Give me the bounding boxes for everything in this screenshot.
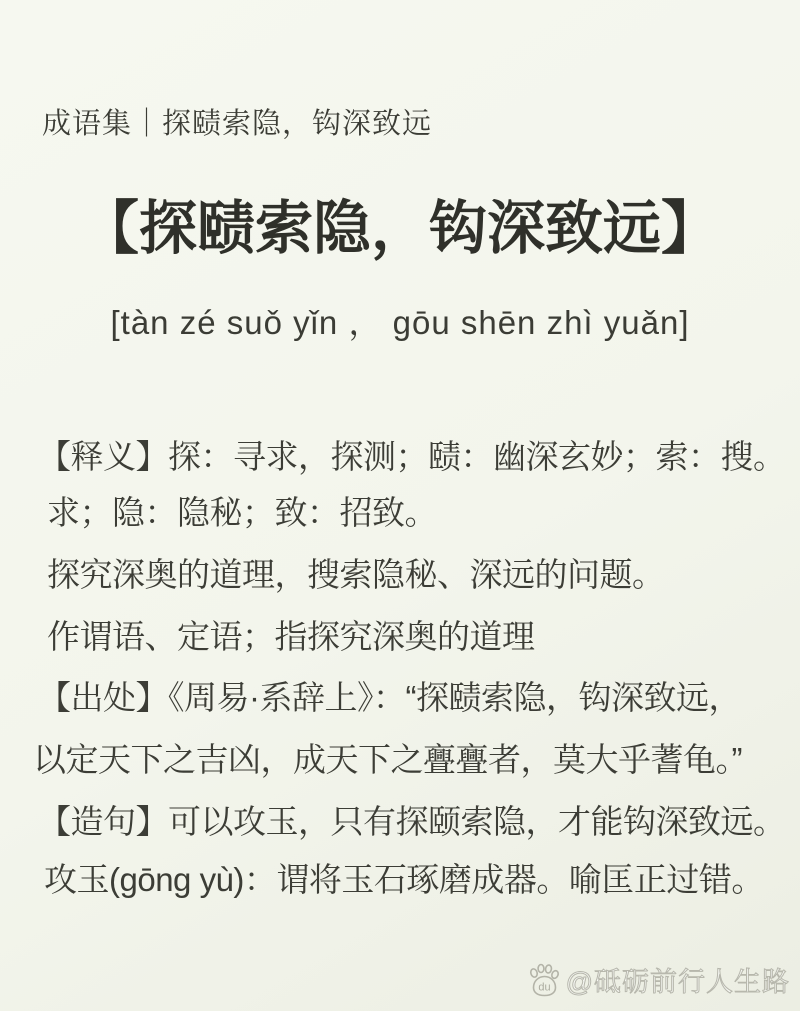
svg-text:du: du [537, 981, 551, 993]
example-line-1: 【造句】可以攻玉，只有探颐索隐，才能钩深致远。 [38, 803, 786, 840]
pinyin-line: [tàn zé suǒ yǐn ， gōu shēn zhì yuǎn] [110, 304, 690, 341]
watermark-text: @砥砺前行人生路 [565, 967, 790, 997]
baidu-paw-icon [527, 962, 561, 998]
watermark [527, 960, 790, 999]
page-header: 成语集｜探赜索隐，钩深致远 [42, 108, 433, 140]
definition-line-1: 【释义】探：寻求，探测；赜：幽深玄妙；索：搜。 [38, 438, 786, 475]
source-line-1: 【出处】《周易·系辞上》：“探赜索隐，钩深致远， [38, 679, 741, 716]
example-line-2: 攻玉(gōng yù)：谓将玉石琢磨成器。喻匡正过错。 [44, 861, 764, 898]
definition-line-2: 求；隐：隐秘；致：招致。 [47, 494, 437, 531]
page-title: 【探赜索隐，钩深致远】 [80, 196, 719, 261]
source-line-2: 以定天下之吉凶，成天下之亹亹者，莫大乎蓍龟。” [33, 741, 742, 778]
definition-meaning: 探究深奥的道理，搜索隐秘、深远的问题。 [47, 556, 665, 593]
definition-usage: 作谓语、定语；指探究深奥的道理 [47, 618, 535, 655]
